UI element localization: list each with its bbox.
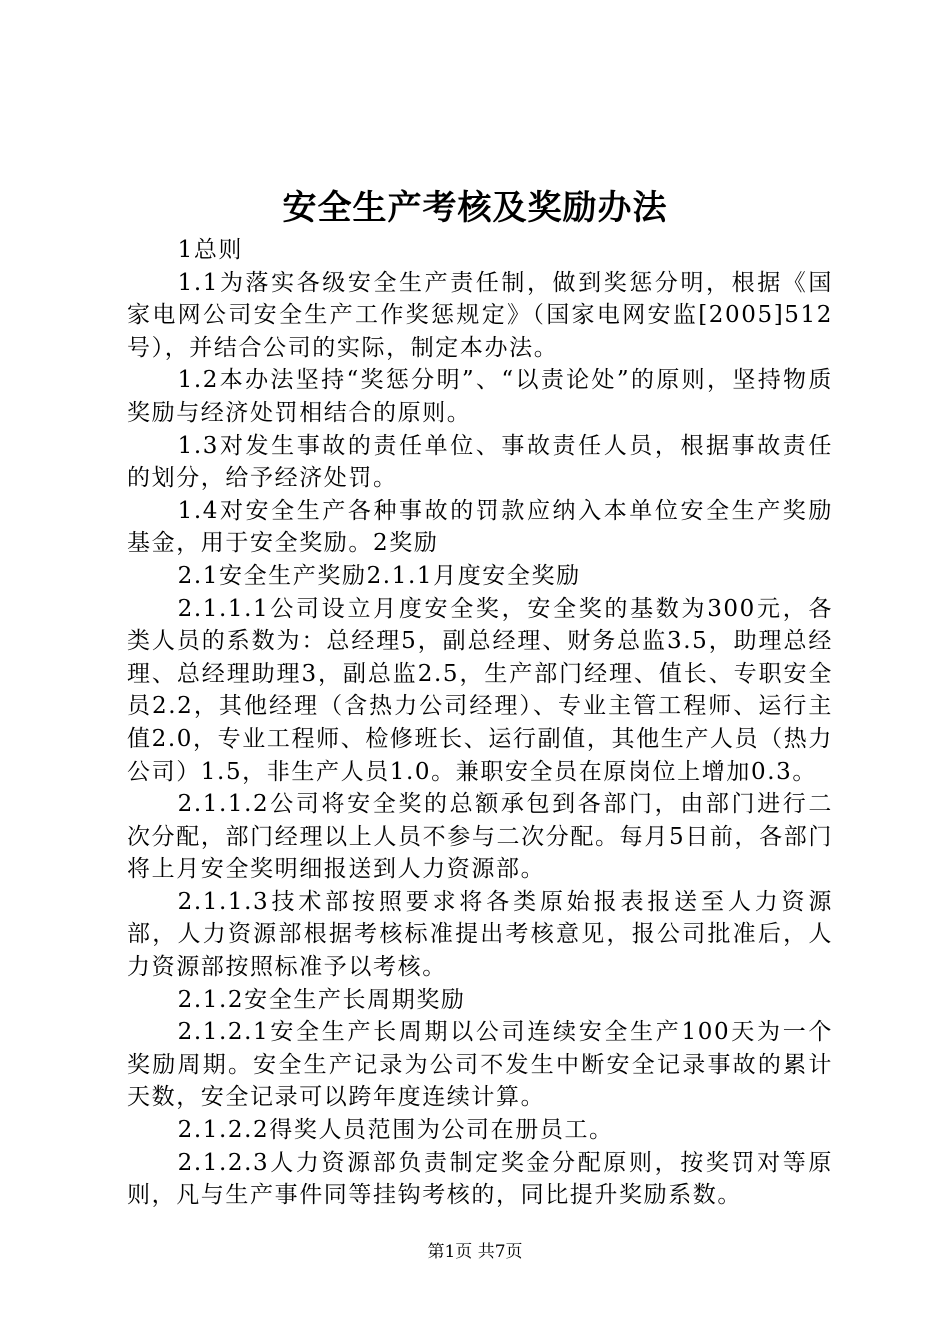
document-body — [127, 234, 833, 1212]
section-heading-general: 1总则 — [177, 237, 244, 263]
paragraph-1-3: 1.3对发生事故的责任单位、事故责任人员，根据事故责任的划分，给予经济处罚。 — [127, 432, 833, 492]
paragraph-1-2: 1.2本办法坚持“奖惩分明”、“以责论处”的原则，坚持物质奖励与经济处罚相结合的原则。 — [127, 367, 833, 426]
paragraph-2-1-1-1: 2.1.1.1公司设立月度安全奖，安全奖的基数为300元，各类人员的系数为：总经理5，副总经理、财务总监3.5，助理总经理、总经理助理3，副总监2.5，生产部门经理、值长、专职安全员2.2，其他经理（含热力公司经理）、专业主管工程师、运行主值2.0，专业工程师、检修班长、运行副值，其他生产人员（热力公司）1.5，非生产人员1.0。兼职安全员在原岗位上增加0.3。 — [127, 595, 833, 785]
paragraph-1-1: 1.1为落实各级安全生产责任制，做到奖惩分明，根据《国家电网公司安全生产工作奖惩规定》（国家电网安监[2005]512号），并结合公司的实际，制定本办法。 — [127, 269, 833, 361]
page-footer: 第1页 共7页 — [427, 1242, 523, 1262]
paragraph-2-1-2-2: 2.1.2.2得奖人员范围为公司在册员工。 — [177, 1117, 614, 1144]
paragraph-2-1-2-1: 2.1.2.1安全生产长周期以公司连续安全生产100天为一个奖励周期。安全生产记录为公司不发生中断安全记录事故的累计天数，安全记录可以跨年度连续计算。 — [127, 1019, 833, 1111]
section-heading-2-1-2: 2.1.2安全生产长周期奖励 — [177, 986, 466, 1013]
paragraph-2-1-1-2: 2.1.1.2公司将安全奖的总额承包到各部门，由部门进行二次分配，部门经理以上人员不参与二次分配。每月5日前，各部门将上月安全奖明细报送到人力资源部。 — [127, 791, 833, 883]
paragraph-2-1-1-3: 2.1.1.3技术部按照要求将各类原始报表报送至人力资源部，人力资源部根据考核标准提出考核意见，报公司批准后，人力资源部按照标准予以考核。 — [127, 888, 833, 981]
section-heading-2-1: 2.1安全生产奖励2.1.1月度安全奖励 — [177, 562, 581, 589]
paragraph-1-4: 1.4对安全生产各种事故的罚款应纳入本单位安全生产奖励基金，用于安全奖励。2奖励 — [127, 497, 833, 557]
paragraph-2-1-2-3: 2.1.2.3人力资源部负责制定奖金分配原则，按奖罚对等原则，凡与生产事件同等挂钩考核的，同比提升奖励系数。 — [127, 1149, 833, 1209]
document-title: 安全生产考核及奖励办法 — [282, 188, 668, 228]
